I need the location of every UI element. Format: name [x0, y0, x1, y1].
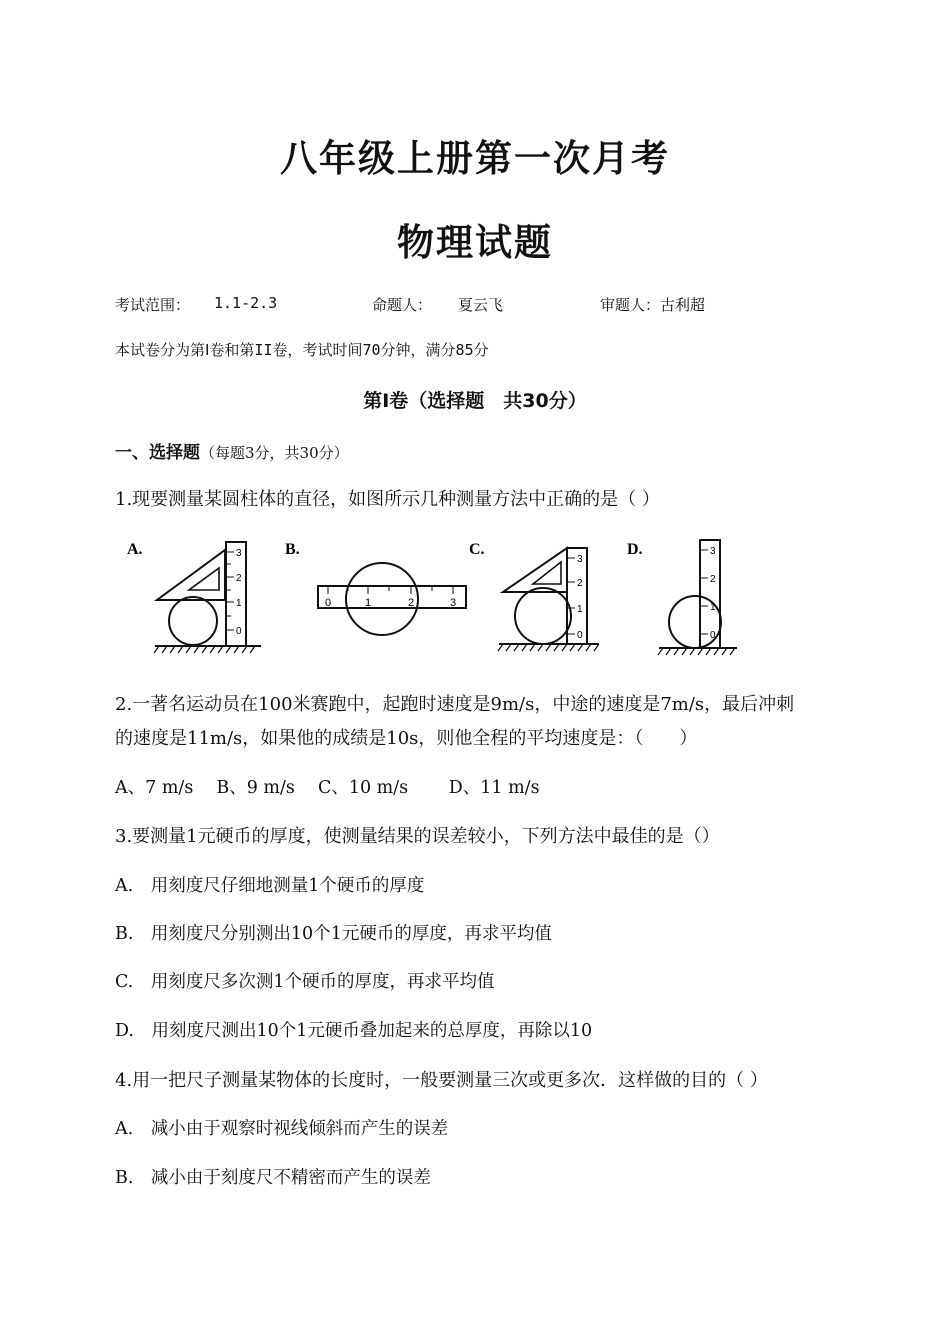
fig-a-tick-2: 2 [236, 573, 242, 584]
question-4-option-a: A. 减小由于观察时视线倾斜而产生的误差 [115, 1119, 449, 1139]
fig-label-c: C. [469, 541, 485, 558]
exam-subtitle: 物理试题 [397, 221, 553, 264]
question-3-option-c: C. 用刻度尺多次测1个硬币的厚度，再求平均值 [115, 972, 495, 992]
fig-c-tick-2: 2 [577, 578, 583, 589]
part-note: （每题3分，共30分） [200, 444, 349, 462]
question-3-option-a: A. 用刻度尺仔细地测量1个硬币的厚度 [115, 876, 425, 896]
part-heading [115, 438, 349, 463]
fig-a-tick-0: 0 [236, 626, 242, 637]
question-3-option-d: D. 用刻度尺测出10个1元硬币叠加起来的总厚度，再除以10 [115, 1021, 593, 1041]
range-label: 考试范围： [115, 296, 191, 314]
figure-a [154, 542, 261, 653]
exam-title: 八年级上册第一次月考 [280, 137, 670, 180]
reviewer-label: 审题人：古利超 [600, 296, 706, 314]
exam-note: 本试卷分为第Ⅰ卷和第II卷，考试时间70分钟，满分85分 [115, 341, 489, 359]
fig-c-tick-3: 3 [577, 554, 583, 565]
question-2-line-2: 的速度是11m/s，如果他的成绩是10s，则他全程的平均速度是：（ ） [115, 728, 698, 749]
fig-label-d: D. [627, 541, 643, 558]
section-heading: 第Ⅰ卷（选择题 共30分） [363, 390, 587, 412]
fig-c-tick-1: 1 [577, 604, 583, 615]
fig-a-tick-3: 3 [236, 548, 242, 559]
fig-a-tick-1: 1 [236, 598, 242, 609]
fig-label-a: A. [127, 541, 143, 558]
figure-d [658, 540, 737, 655]
figure-b [318, 563, 466, 635]
question-2-options: A、7 m/s B、9 m/s C、10 m/s D、11 m/s [115, 778, 540, 798]
question-3-option-b: B. 用刻度尺分别测出10个1元硬币的厚度，再求平均值 [115, 924, 552, 944]
question-2 [115, 688, 794, 756]
figure-c [498, 548, 599, 651]
fig-b-tick-3: 3 [450, 597, 457, 609]
fig-d-tick-0: 0 [710, 630, 716, 641]
question-1: 1.现要测量某圆柱体的直径，如图所示几种测量方法中正确的是（ ） [115, 489, 660, 510]
fig-c-tick-0: 0 [577, 630, 583, 641]
fig-d-tick-3: 3 [710, 546, 716, 557]
fig-d-tick-2: 2 [710, 574, 716, 585]
range-value: 1.1-2.3 [214, 294, 278, 312]
question-3: 3.要测量1元硬币的厚度，使测量结果的误差较小，下列方法中最佳的是（） [115, 826, 720, 847]
question-4-option-b: B. 减小由于刻度尺不精密而产生的误差 [115, 1168, 431, 1188]
fig-b-tick-1: 1 [365, 597, 372, 609]
fig-d-tick-1: 1 [710, 602, 716, 613]
author-value: 夏云飞 [458, 296, 504, 314]
fig-label-b: B. [285, 541, 300, 558]
question-4: 4.用一把尺子测量某物体的长度时，一般要测量三次或更多次．这样做的目的（ ） [115, 1070, 768, 1091]
q1-figure [115, 530, 755, 660]
fig-b-tick-0: 0 [325, 597, 332, 609]
author-label: 命题人： [372, 296, 433, 314]
question-2-line-1: 2.一著名运动员在100米赛跑中，起跑时速度是9m/s，中途的速度是7m/s，最后冲刺 [115, 694, 795, 715]
part-label: 一、选择题 [115, 443, 200, 463]
fig-b-tick-2: 2 [408, 597, 415, 609]
